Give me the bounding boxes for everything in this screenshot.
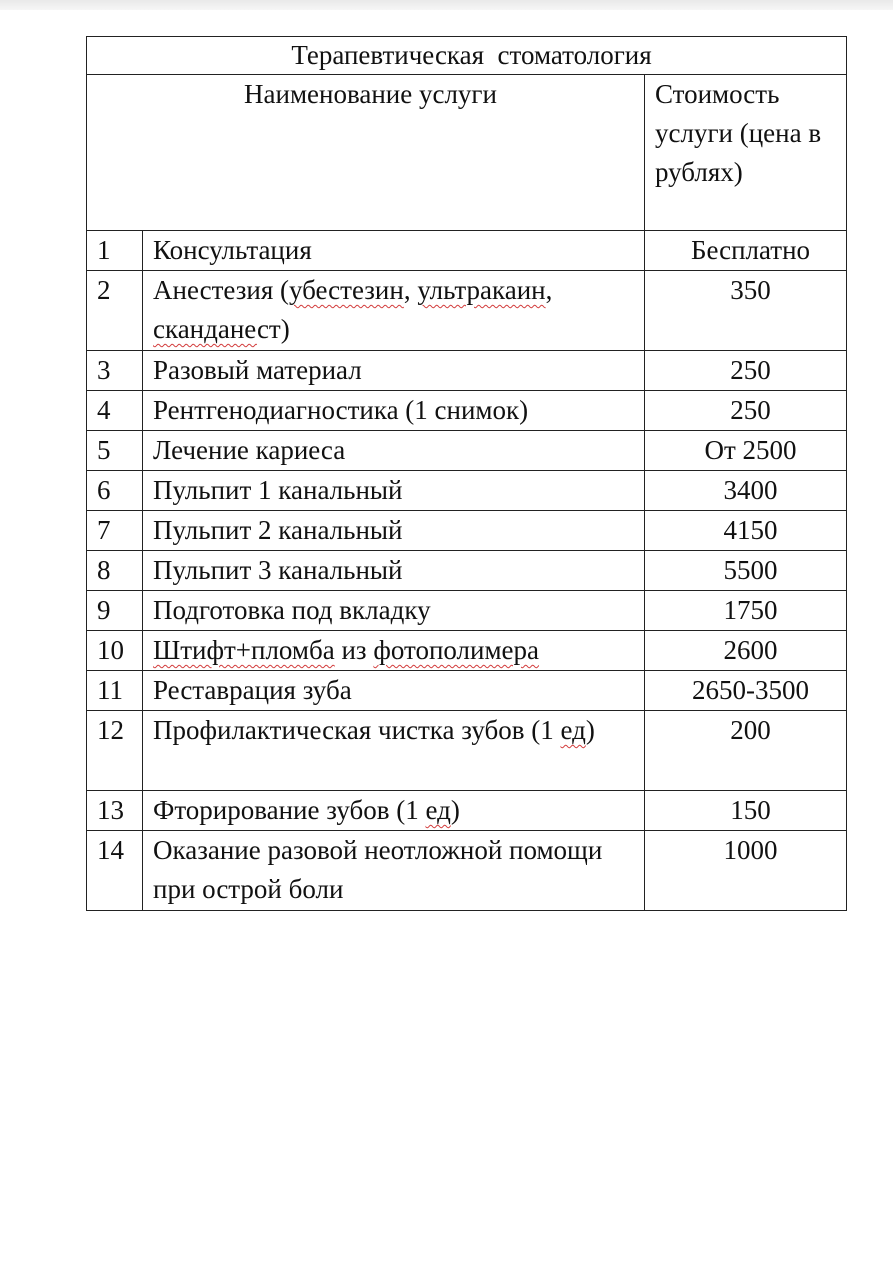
row-price: 1750 [645,591,847,631]
table-row [87,231,847,271]
row-number: 11 [87,671,143,711]
row-service: Фторирование зубов (1 ед) [143,791,645,831]
table-row [87,391,847,431]
table-row [87,271,847,351]
row-price: 5500 [645,551,847,591]
row-service: Анестезия (убестезин, ультракаин, сканданест) [143,271,645,351]
row-number: 12 [87,711,143,791]
header-row [87,75,847,231]
row-number: 14 [87,831,143,911]
row-price: От 2500 [645,431,847,471]
row-price: 1000 [645,831,847,911]
row-price: 2600 [645,631,847,671]
row-service: Реставрация зуба [143,671,645,711]
table-title: Терапевтическая стоматология [87,37,847,75]
row-price: 4150 [645,511,847,551]
row-price: 150 [645,791,847,831]
row-price: 200 [645,711,847,791]
row-price: 250 [645,351,847,391]
table-row [87,791,847,831]
row-number: 10 [87,631,143,671]
row-service: Штифт+пломба из фотополимера [143,631,645,671]
table-row [87,831,847,911]
row-price: 350 [645,271,847,351]
table-row [87,551,847,591]
table-row [87,631,847,671]
row-number: 1 [87,231,143,271]
row-number: 9 [87,591,143,631]
row-number: 5 [87,431,143,471]
row-service: Лечение кариеса [143,431,645,471]
table-row [87,591,847,631]
row-price: 3400 [645,471,847,511]
row-service: Консультация [143,231,645,271]
row-service: Пульпит 2 канальный [143,511,645,551]
top-edge-shadow [0,0,893,10]
row-price: Бесплатно [645,231,847,271]
table-row [87,711,847,791]
row-service: Пульпит 3 канальный [143,551,645,591]
row-service: Профилактическая чистка зубов (1 ед) [143,711,645,791]
price-table [86,36,847,911]
row-service: Подготовка под вкладку [143,591,645,631]
row-price: 250 [645,391,847,431]
row-number: 7 [87,511,143,551]
row-number: 13 [87,791,143,831]
row-service: Рентгенодиагностика (1 снимок) [143,391,645,431]
title-row [87,37,847,75]
table-row [87,471,847,511]
row-service: Оказание разовой неотложной помощи при острой боли [143,831,645,911]
header-service: Наименование услуги [87,75,645,231]
row-number: 2 [87,271,143,351]
row-number: 4 [87,391,143,431]
row-number: 6 [87,471,143,511]
row-service: Пульпит 1 канальный [143,471,645,511]
header-price: Стоимость услуги (цена в рублях) [645,75,847,231]
table-row [87,671,847,711]
row-price: 2650-3500 [645,671,847,711]
table-row [87,511,847,551]
row-number: 8 [87,551,143,591]
row-service: Разовый материал [143,351,645,391]
table-row [87,431,847,471]
table-row [87,351,847,391]
row-number: 3 [87,351,143,391]
